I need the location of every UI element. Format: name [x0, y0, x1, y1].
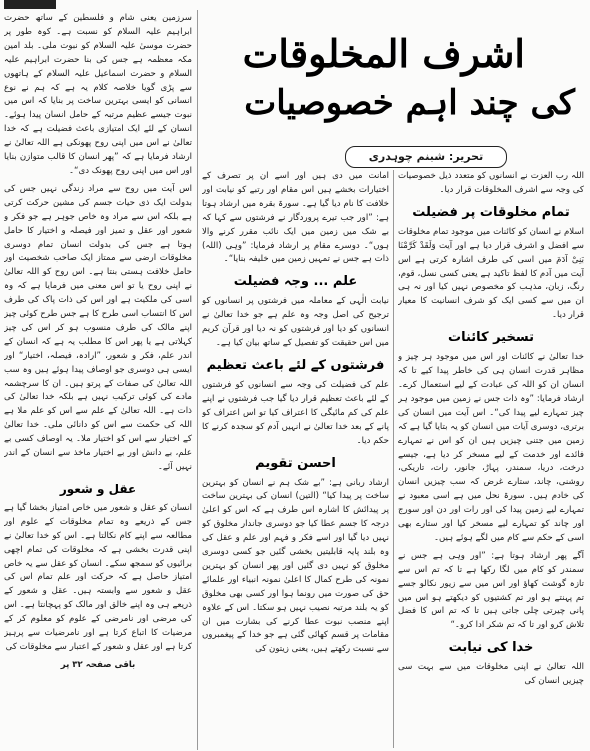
subheading-tamam-makhluqat: تمام مخلوقات پر فضیلت [412, 204, 570, 220]
paragraph: اللہ رب العزت نے انسانوں کو متعدد ذیل خصوصیات کی وجہ سے اشرف المخلوقات قرار دیا۔ [398, 171, 584, 195]
paragraph: اس آیت میں روح سے مراد زندگی نہیں جس کی بدولت ایک ذی حیات جسم کی مشین حرکت کرتی ہے بلکہ اس سے مراد وہ خاص جوہر ہے جو فکر و شعور اور عقل و تمیز اور فیصلہ و اختیار کا حامل ہوتا ہے جس کی بدولت انسان تمام دوسری مخلوقات ارضی سے ممتاز ایک صاحب شخصیت اور حامل خلافت ہستی بنتا ہے۔ اس روح کو اللہ تعالیٰ نے اپنی روح یا تو اس معنی میں فرمایا ہے کہ وہ اسی کی ملکیت ہے اور اس کی ذات پاک کی طرف اس کا انتساب اسی طرح کا ہے جس طرح کوئی چیز اپنے مالک کی طرف منسوب ہو کر اس کی چیز کہلاتی ہے یا پھر اس کا مطلب یہ ہے کہ انسان کے اندر علم، فکر و شعور، ”ارادہ، فیصلہ، اختیار“ اور ایسی ہی دوسری جو اوصاف پیدا ہوئے ہیں وہ سب اللہ تعالیٰ کی صفات کے پرتو ہیں۔ ان کا سرچشمہ مادے کی کوئی ترکیب نہیں ہے بلکہ خدا تعالیٰ کی ذات ہے۔ اللہ تعالیٰ کے علم سے اس کو علم ملا ہے اللہ کی حکمت سے اس کو دانائی ملی۔ خدا تعالیٰ کے اختیار سے اس کو اختیار ملا۔ یہ اوصاف کسی بے علم، بے دانش اور بے اختیار ماخذ سے انسان کے اندر نہیں آئے۔ [4, 183, 192, 472]
paragraph: امانت میں دی ہیں اور اسے ان پر تصرف کے اختیارات بخشے ہیں اس مقام اور رتبے کو نیابت اور خلافت کا نام دیا گیا ہے۔ سورۃ بقرہ میں ارشاد ہوتا ہے: ”اور جب تیرے پروردگار نے فرشتوں سے کہا کہ بے شک میں زمین میں ایک نائب مقرر کرنے والا ہوں“۔ دوسرے مقام پر ارشاد فرمایا: ”وہی (اللہ) ذات ہے جس نے تمہیں زمین میں خلیفہ بنایا“۔ [202, 171, 389, 265]
article-title-block [215, 32, 585, 144]
paragraph: ارشاد ربانی ہے: ”بے شک ہم نے انسان کو بہترین ساخت پر پیدا کیا“ (التین) انسان کی بہترین ساخت پر پیدائش کا اشارہ اس طرف ہے کہ اس کو اعلیٰ درجہ کا جسم عطا کیا جو دوسری جاندار مخلوق کو نہیں دیا گیا اور اسے فکر و فہم اور علم و عقل کی وہ بلند پایہ قابلیتیں بخشی گئیں جو کسی دوسری مخلوق کو نہیں دی گئیں اور پھر انسان کو بہترین نمونہ کی طرح کمال کا اعلیٰ نمونہ انبیاء اور علمائے حق کی صورت میں رونما ہوا اور کسی بھی مخلوق کو یہ بلند مرتبہ نصیب نہیں ہو سکتا۔ اس کے علاوہ اپنے منصب نبوت عطا کرنے کی بشارت میں ان مقامات پر قسم کھائی گئی ہے جو خدا کے پیغمبروں سے نسبت رکھتے ہیں، یعنی زیتون کی [202, 477, 389, 655]
subheading-khuda-ki-niyabat: خدا کی نیابت [448, 640, 534, 656]
column-left [4, 12, 192, 751]
paragraph: علم کی فضیلت کی وجہ سے انسانوں کو فرشتوں کے لئے باعث تعظیم قرار دیا گیا جب فرشتوں نے اپنے علم کی کم مائیگی کا اعتراف کیا تو اس اعتراف کو پانے کے بعد خدا تعالیٰ نے انہیں آدم کو سجدہ کرنے کا حکم دیا۔ [202, 379, 389, 446]
column-divider [393, 170, 394, 748]
subheading-ilm-wajh-fazilat: علم ... وجہ فضیلت [233, 274, 358, 290]
subheading-ahsan-taqweem: احسن تقویم [255, 455, 336, 471]
paragraph: اسلام نے انسان کو کائنات میں موجود تمام مخلوقات سے افضل و اشرف قرار دیا ہے اور آیت وَلَقَدْ کَرَّمْنَا بَنِیْ آدَمَ میں اسی کی طرف اشارہ کرتی ہے اس آیت میں آدم کا لفظ تاکید ہے یعنی کسی نسل، قوم، رنگ، زبان، مذہب کو مخصوص نہیں کیا اور نہ ہی ان میں سے کسی ایک کو شرف انسانیت کا معیار قرار دیا۔ [398, 226, 584, 321]
corner-banner [4, 0, 56, 9]
column-middle [202, 170, 389, 751]
byline-label: تحریر: [448, 150, 484, 163]
paragraph: انسان کو عقل و شعور میں خاص امتیاز بخشا گیا ہے جس کے ذریعے وہ تمام مخلوقات کے علوم اور مطالعہ سے اپنے کام نکالتا ہے۔ اس کو خدا تعالیٰ نے اپنی قدرت بخشی ہے کہ مخلوقات کی تمام اچھی برائیوں کو سمجھ سکے۔ انسان کو عقل سے یہ خاص امتیاز حاصل ہے کہ حرکت اور علم تمام اس کی عقل و شعور سے وابستہ ہیں۔ عقل و شعور کے ذریعے ہی وہ اپنے خالق اور مالک کو پہچانتا ہے۔ اس کی مرضی اور نامرضی کے علوم کو معلوم کر کے مرضیات کا اتباع کرتا ہے اور نامرضیات سے پرہیز کرتا ہے اور عقل و شعور کے اعتبار سے مخلوقات کی [4, 502, 192, 652]
subheading-taskheer-kainat: تسخیر کائنات [448, 330, 534, 346]
subheading-aql-o-shaoor: عقل و شعور [59, 481, 137, 496]
byline [345, 146, 507, 168]
byline-author: شبنم چوہدری [368, 150, 446, 163]
article-title-line-2: کی چند اہم خصوصیات [244, 83, 575, 123]
paragraph: نیابت الٰہی کے معاملہ میں فرشتوں پر انسانوں کو ترجیح کی اصل وجہ وہ علم ہے جو خدا تعالیٰ نے انسانوں کو دیا اور فرشتوں کو نہ دیا اور قرآن کریم میں اس حقیقت کو تفصیل کے ساتھ بیان کیا ہے۔ [202, 296, 389, 349]
paragraph: اللہ تعالیٰ نے اپنی مخلوقات میں سے بہت سی چیزیں انسان کی [398, 662, 584, 687]
column-divider [197, 10, 198, 750]
paragraph: آگے پھر ارشاد ہوتا ہے: ”اور وہی ہے جس نے سمندر کو کام میں لگا رکھا ہے تا کہ تم اس سے تازہ گوشت کھاؤ اور اس میں سے زیور نکالو جسے تم پہنتے ہو اور تم کشتیوں کو دیکھتے ہو اس میں پانی چیرتی چلی جاتی ہیں تا کہ تم اس کا فضل تلاش کرو اور تا کہ تم شکر ادا کرو۔“ [398, 550, 584, 631]
subheading-farishton-ke-liye: فرشتوں کے لئے باعث تعظیم [206, 357, 385, 373]
paragraph: خدا تعالیٰ نے کائنات اور اس میں موجود ہر چیز و مظاہر قدرت انسان ہی کی خاطر پیدا کیے تا کہ انسان ان کو اللہ کی عبادت کے لیے استعمال کرے۔ ارشاد فرمایا: ”وہ ذات جس نے زمین میں موجود ہر چیز تمہارے لیے پیدا کی“۔ اس آیت میں انسان کی برتری، دوسری آیات میں انسان کو یہ بتایا گیا ہے کہ زمین میں جتنی چیزیں ہیں ان کو اس نے تمہارے فائدے اور خدمت کے لیے مسخر کر دیا ہے، جیسے درخت، دریا، سمندر، پہاڑ، جانور، رات، تاریکی، روشنی، چاند، ستارے غرض کہ سب چیزیں انسان کی خادم ہیں۔ سورۃ نحل میں ہے اسی معبود نے تمہارے لیے زمین پیدا کی اور رات اور دن اور سورج اور چاند کو تمہارے لیے مسخر کیا اور ستارے بھی اسی کے حکم سے کام میں لگے ہوئے ہیں۔ [398, 352, 584, 543]
column-right [398, 170, 584, 751]
paragraph: سرزمین یعنی شام و فلسطین کے ساتھ حضرت ابراہیم علیہ السلام کو نسبت ہے۔ کوہ طور پر حضرت موسیٰ علیہ السلام کو نبوت ملی۔ بلد امین مکہ معظمہ ہے جس کی بنا حضرت ابراہیم علیہ السلام و حضرت اسماعیل علیہ السلام کے ہاتھوں سے پڑی گویا خلاصہ کلام یہ ہے کہ ہم نے نوع انسانی کو ایسی بہترین ساخت پر بنایا کہ اس میں نبوت جیسے عظیم مرتبہ کے حامل انسان پیدا ہوئے۔ انسان کے لئے ایک امتیازی باعث فضیلت ہے کہ خدا تعالیٰ نے اس میں اپنی روح پھونکی ہے اللہ تعالیٰ نے ارشاد فرمایا ہے کہ ”پھر انسان کا قالب متوازن بنایا اور اس میں اپنی روح پھونک دی“۔ [4, 13, 192, 176]
continued-note: باقی صفحہ ۳۲ پر [60, 659, 136, 670]
article-title-line-1: اشرف المخلوقات [242, 31, 525, 76]
